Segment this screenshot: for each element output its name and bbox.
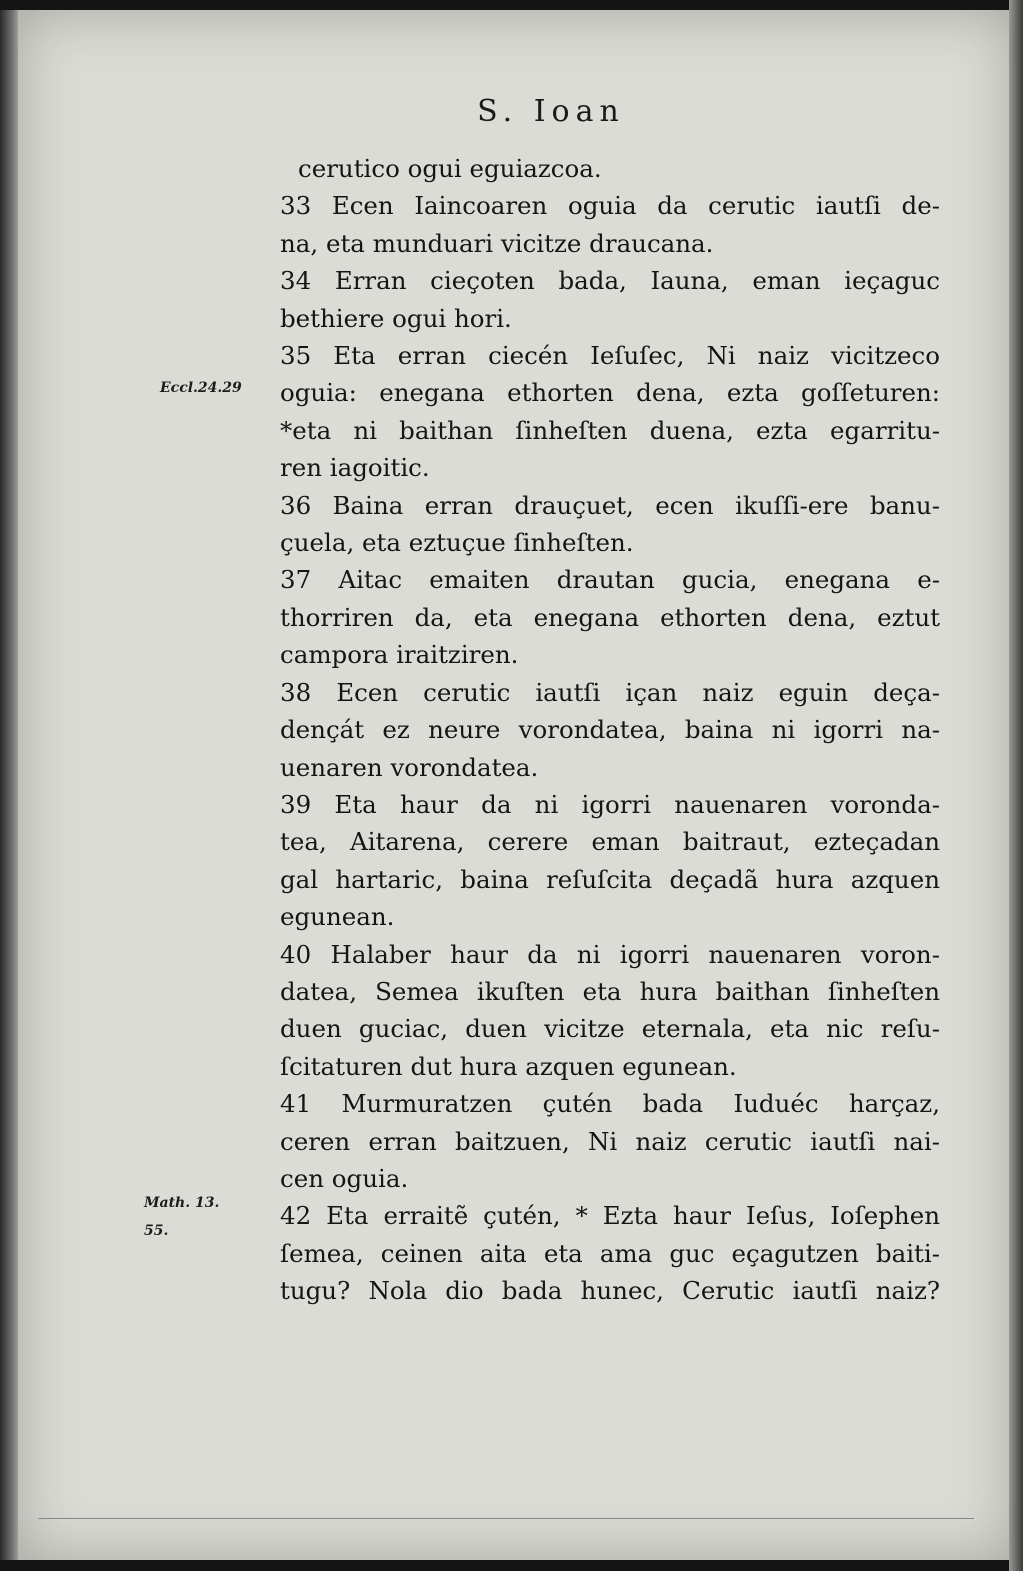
text-line: bethiere ogui hori.	[280, 303, 512, 333]
text-line: ren iagoitic.	[280, 453, 430, 483]
text-line: tea, Aitarena, cerere eman baitraut, ezteçadan	[280, 827, 940, 857]
text-line: duen guciac, duen vicitze eternala, eta nic reſu-	[280, 1014, 940, 1044]
text-line: 39 Eta haur da ni igorri nauenaren voronda-	[280, 789, 940, 819]
text-line: 38 Ecen cerutic iautſi içan naiz eguin deça-	[280, 677, 940, 707]
margin-note-math: Math. 13.	[144, 1195, 220, 1211]
running-head: S. Ioan	[477, 94, 625, 129]
text-line: ceren erran baitzuen, Ni naiz cerutic iautſi nai-	[280, 1126, 940, 1156]
body-text	[280, 150, 940, 1310]
text-line: egunean.	[280, 902, 395, 932]
text-line: uenaren vorondatea.	[280, 752, 539, 782]
margin-note-math-verse: 55.	[144, 1223, 169, 1239]
text-line: gal hartaric, baina reſuſcita deçadã hura azquen	[280, 864, 940, 894]
book-page	[18, 10, 1014, 1560]
text-line: *eta ni baithan ſinheſten duena, ezta egarritu-	[280, 415, 940, 445]
text-line: thorriren da, eta enegana ethorten dena, eztut	[280, 602, 940, 632]
text-line: tugu? Nola dio bada hunec, Cerutic iautſi naiz?	[280, 1276, 940, 1306]
text-line: na, eta munduari vicitze draucana.	[280, 228, 714, 258]
text-line: 40 Halaber haur da ni igorri nauenaren voron-	[280, 939, 940, 969]
page-edge	[1009, 0, 1023, 1571]
text-line: 42 Eta erraitẽ çutén, * Ezta haur Ieſus, Ioſephen	[280, 1201, 940, 1231]
text-line: campora iraitziren.	[280, 640, 519, 670]
text-line: cerutico ogui eguiazcoa.	[298, 154, 602, 183]
page-bottom-rule	[38, 1518, 974, 1519]
text-line: dençát ez neure vorondatea, baina ni igorri na-	[280, 715, 940, 745]
text-line: çuela, eta eztuçue ſinheſten.	[280, 528, 634, 558]
text-line: 33 Ecen Iaincoaren oguia da cerutic iautſi de-	[280, 191, 940, 221]
text-line: ſcitaturen dut hura azquen egunean.	[280, 1051, 737, 1081]
text-line: datea, Semea ikuſten eta hura baithan ſinheſten	[280, 976, 940, 1006]
text-line: cen oguia.	[280, 1163, 409, 1193]
text-line: 37 Aitac emaiten drautan gucia, enegana e-	[280, 565, 940, 595]
text-line: ſemea, ceinen aita eta ama guc eçagutzen baiti-	[280, 1238, 940, 1268]
text-line: 35 Eta erran ciecén Ieſuſec, Ni naiz vicitzeco	[280, 341, 940, 371]
text-line: 41 Murmuratzen çutén bada Iuduéc harçaz,	[280, 1089, 940, 1119]
text-line: 36 Baina erran drauçuet, ecen ikuſſi-ere banu-	[280, 490, 940, 520]
margin-note-eccl: Eccl.24.29	[160, 380, 242, 396]
text-line: oguia: enegana ethorten dena, ezta goſſeturen:	[280, 378, 940, 408]
text-line: 34 Erran cieçoten bada, Iauna, eman ieçaguc	[280, 266, 940, 296]
